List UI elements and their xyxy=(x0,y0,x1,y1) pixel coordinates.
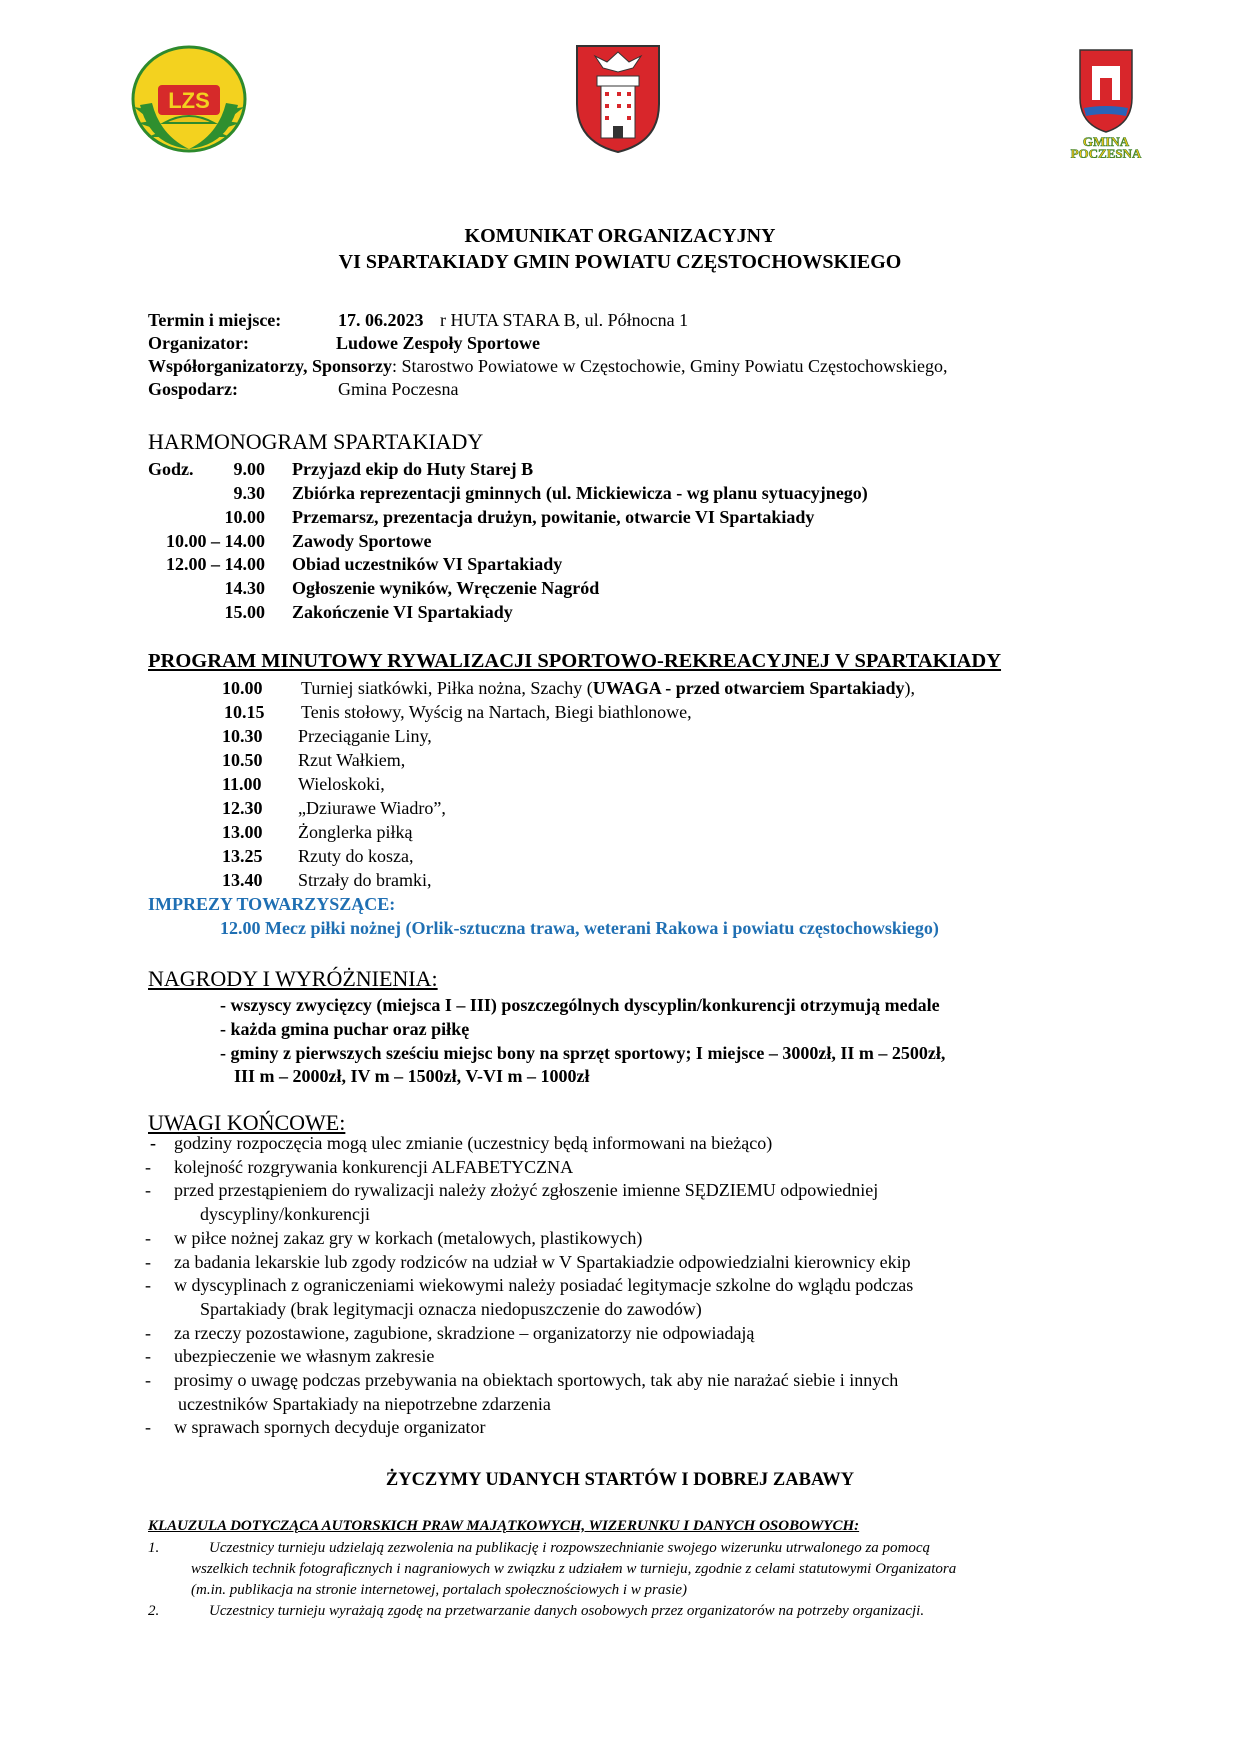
program-time: 10.00 xyxy=(222,678,263,698)
klauzula-p2-line1: Uczestnicy turnieju wyrażają zgodę na przetwarzanie danych osobowych przez organizatorów na potrzeby organizacji. xyxy=(209,1603,925,1619)
harmonogram-time: 9.30 xyxy=(233,483,265,503)
uwagi-line: dyscypliny/konkurencji xyxy=(200,1204,370,1225)
info-wspolorganizatorzy xyxy=(148,356,947,377)
program-event: Rzut Wałkiem, xyxy=(298,750,406,770)
uwagi-line: przed przestąpieniem do rywalizacji należy złożyć zgłoszenie imienne SĘDZIEMU odpowiedniej xyxy=(174,1180,879,1201)
uwagi-bullet: - xyxy=(145,1370,151,1390)
harmonogram-time: 9.00 xyxy=(233,459,265,479)
program-event: Przeciąganie Liny, xyxy=(298,726,432,746)
uwagi-bullet: - xyxy=(150,1133,156,1153)
harmonogram-event: Przyjazd ekip do Huty Starej B xyxy=(292,459,534,479)
klauzula-p1-line1: Uczestnicy turnieju udzielają zezwolenia na publikację i rozpowszechnianie swojego wizerunku utrwalonego za pomocą xyxy=(209,1540,931,1556)
nagrody-item-3-cont: III m – 2000zł, IV m – 1500zł, V-VI m – 1000zł xyxy=(234,1066,590,1086)
program-time: 12.30 xyxy=(222,798,263,818)
harmonogram-time: 15.00 xyxy=(224,602,265,622)
wspol-value: : Starostwo Powiatowe w Częstochowie, Gminy Powiatu Częstochowskiego, xyxy=(392,356,948,376)
termin-label: Termin i miejsce: xyxy=(148,310,282,330)
program-time: 13.25 xyxy=(222,846,263,866)
uwagi-line: za badania lekarskie lub zgody rodziców na udział w V Spartakiadzie odpowiedzialni kierownicy ekip xyxy=(174,1251,911,1272)
harmonogram-time: 14.30 xyxy=(224,578,265,598)
klauzula-p1-line3: (m.in. publikacja na stronie internetowej, portalach społecznościowych i w prasie) xyxy=(191,1582,688,1598)
program-event: Żonglerka piłką xyxy=(298,822,413,842)
nagrody-heading: NAGRODY I WYRÓŻNIENIA: xyxy=(148,966,438,991)
harmonogram-time: 10.00 xyxy=(224,507,265,527)
harmonogram-event: Obiad uczestników VI Spartakiady xyxy=(292,554,563,574)
program-first-text: Turniej siatkówki, Piłka nożna, Szachy ( xyxy=(301,678,593,698)
klauzula-p1-number: 1. xyxy=(148,1540,160,1556)
nagrody-item-2: - każda gmina puchar oraz piłkę xyxy=(220,1019,470,1039)
klauzula-heading: KLAUZULA DOTYCZĄCA AUTORSKICH PRAW MAJĄTKOWYCH, WIZERUNKU I DANYCH OSOBOWYCH: xyxy=(148,1518,860,1534)
program-first-item-text xyxy=(301,678,915,699)
uwagi-line: kolejność rozgrywania konkurencji ALFABETYCZNA xyxy=(174,1156,574,1177)
program-time: 10.50 xyxy=(222,750,263,770)
uwagi-bullet: - xyxy=(145,1180,151,1201)
uwagi-heading: UWAGI KOŃCOWE: xyxy=(148,1110,346,1135)
harmonogram-event: Ogłoszenie wyników, Wręczenie Nagród xyxy=(292,578,600,598)
termin-place: r HUTA STARA B, ul. Północna 1 xyxy=(440,310,689,330)
program-first-end: ), xyxy=(904,678,915,698)
program-time: 13.00 xyxy=(222,822,263,842)
program-event: Wieloskoki, xyxy=(298,774,385,794)
uwagi-line: godziny rozpoczęcia mogą ulec zmianie (uczestnicy będą informowani na bieżąco) xyxy=(174,1133,773,1153)
lzs-logo xyxy=(130,45,248,153)
info-gospodarz xyxy=(148,379,459,400)
wspol-label: Współorganizatorzy, Sponsorzy xyxy=(148,356,393,376)
program-event: Strzały do bramki, xyxy=(298,870,432,890)
uwagi-line: za rzeczy pozostawione, zagubione, skradzione – organizatorzy nie odpowiadają xyxy=(174,1322,755,1343)
organizator-label: Organizator: xyxy=(148,333,249,353)
info-termin xyxy=(148,310,689,331)
gmina-poczesna-logo xyxy=(1070,48,1170,158)
gospodarz-label: Gospodarz: xyxy=(148,379,238,399)
harmonogram-event: Zakończenie VI Spartakiady xyxy=(292,602,513,622)
nagrody-item-1: - wszyscy zwycięzcy (miejsca I – III) poszczególnych dyscyplin/konkurencji otrzymują medale xyxy=(220,995,940,1015)
harmonogram-heading: HARMONOGRAM SPARTAKIADY xyxy=(148,429,484,454)
program-time: 10.15 xyxy=(224,702,265,722)
coat-of-arms-logo xyxy=(573,42,663,154)
uwagi-bullet: - xyxy=(145,1251,151,1272)
uwagi-line: Spartakiady (brak legitymacji oznacza niedopuszczenie do zawodów) xyxy=(200,1298,702,1319)
organizator-value: Ludowe Zespoły Sportowe xyxy=(336,333,541,353)
uwagi-line: w piłce nożnej zakaz gry w korkach (metalowych, plastikowych) xyxy=(174,1227,643,1248)
klauzula-p2-number: 2. xyxy=(148,1603,160,1619)
harmonogram-event: Zawody Sportowe xyxy=(292,531,432,551)
document-title-line1: KOMUNIKAT ORGANIZACYJNY xyxy=(464,225,776,247)
uwagi-bullet: - xyxy=(145,1346,151,1367)
program-uwaga-text: UWAGA - przed otwarciem Spartakiady xyxy=(592,678,905,698)
program-time: 13.40 xyxy=(222,870,263,890)
program-event: Tenis stołowy, Wyścig na Nartach, Biegi biathlonowe, xyxy=(301,702,692,722)
uwagi-line: uczestników Spartakiady na niepotrzebne zdarzenia xyxy=(178,1393,551,1414)
uwagi-bullet: - xyxy=(145,1156,151,1177)
uwagi-bullet: - xyxy=(145,1322,151,1343)
program-event: „Dziurawe Wiadro”, xyxy=(298,798,446,818)
uwagi-bullet: - xyxy=(145,1417,151,1438)
harmonogram-time: 12.00 – 14.00 xyxy=(166,554,265,574)
harmonogram-event: Zbiórka reprezentacji gminnych (ul. Mickiewicza - wg planu sytuacyjnego) xyxy=(292,483,868,503)
uwagi-line: w dyscyplinach z ograniczeniami wiekowymi należy posiadać legitymacje szkolne do wglądu podczas xyxy=(174,1275,914,1296)
uwagi-line: prosimy o uwagę podczas przebywania na obiektach sportowych, tak aby nie narażać siebie i innych xyxy=(174,1370,899,1390)
lzs-logo-text: LZS xyxy=(168,88,210,113)
info-organizator xyxy=(148,333,541,354)
program-heading: PROGRAM MINUTOWY RYWALIZACJI SPORTOWO-REKREACYJNEJ V SPARTAKIADY xyxy=(148,650,1002,672)
harmonogram-time: 10.00 – 14.00 xyxy=(166,531,265,551)
godz-label: Godz. xyxy=(148,459,194,479)
program-time: 10.30 xyxy=(222,726,263,746)
uwagi-line: ubezpieczenie we własnym zakresie xyxy=(174,1346,435,1367)
document-title-line2: VI SPARTAKIADY GMIN POWIATU CZĘSTOCHOWSKIEGO xyxy=(338,251,902,273)
program-time: 11.00 xyxy=(222,774,262,794)
uwagi-bullet: - xyxy=(145,1227,151,1248)
imprezy-heading: IMPREZY TOWARZYSZĄCE: xyxy=(148,894,396,914)
uwagi-bullet: - xyxy=(145,1275,151,1296)
termin-date: 17. 06.2023 xyxy=(338,310,424,330)
imprezy-item: 12.00 Mecz piłki nożnej (Orlik-sztuczna trawa, weterani Rakowa i powiatu częstochowskiego) xyxy=(220,918,939,938)
program-event: Rzuty do kosza, xyxy=(298,846,414,866)
harmonogram-event: Przemarsz, prezentacja drużyn, powitanie, otwarcie VI Spartakiady xyxy=(292,507,815,527)
gmina-text-line2: POCZESNA xyxy=(1070,146,1142,158)
closing-wishes: ŻYCZYMY UDANYCH STARTÓW I DOBREJ ZABAWY xyxy=(385,1470,855,1490)
nagrody-item-3: - gminy z pierwszych sześciu miejsc bony na sprzęt sportowy; I miejsce – 3000zł, II m – 2500zł, xyxy=(220,1043,946,1063)
uwagi-line: w sprawach spornych decyduje organizator xyxy=(174,1417,486,1438)
klauzula-p1-line2: wszelkich technik fotograficznych i nagraniowych w związku z udziałem w turnieju, zgodnie z celami statutowymi Organizatora xyxy=(191,1561,957,1577)
gmina-text-line1: GMINA xyxy=(1082,134,1130,149)
gospodarz-value: Gmina Poczesna xyxy=(338,379,459,399)
